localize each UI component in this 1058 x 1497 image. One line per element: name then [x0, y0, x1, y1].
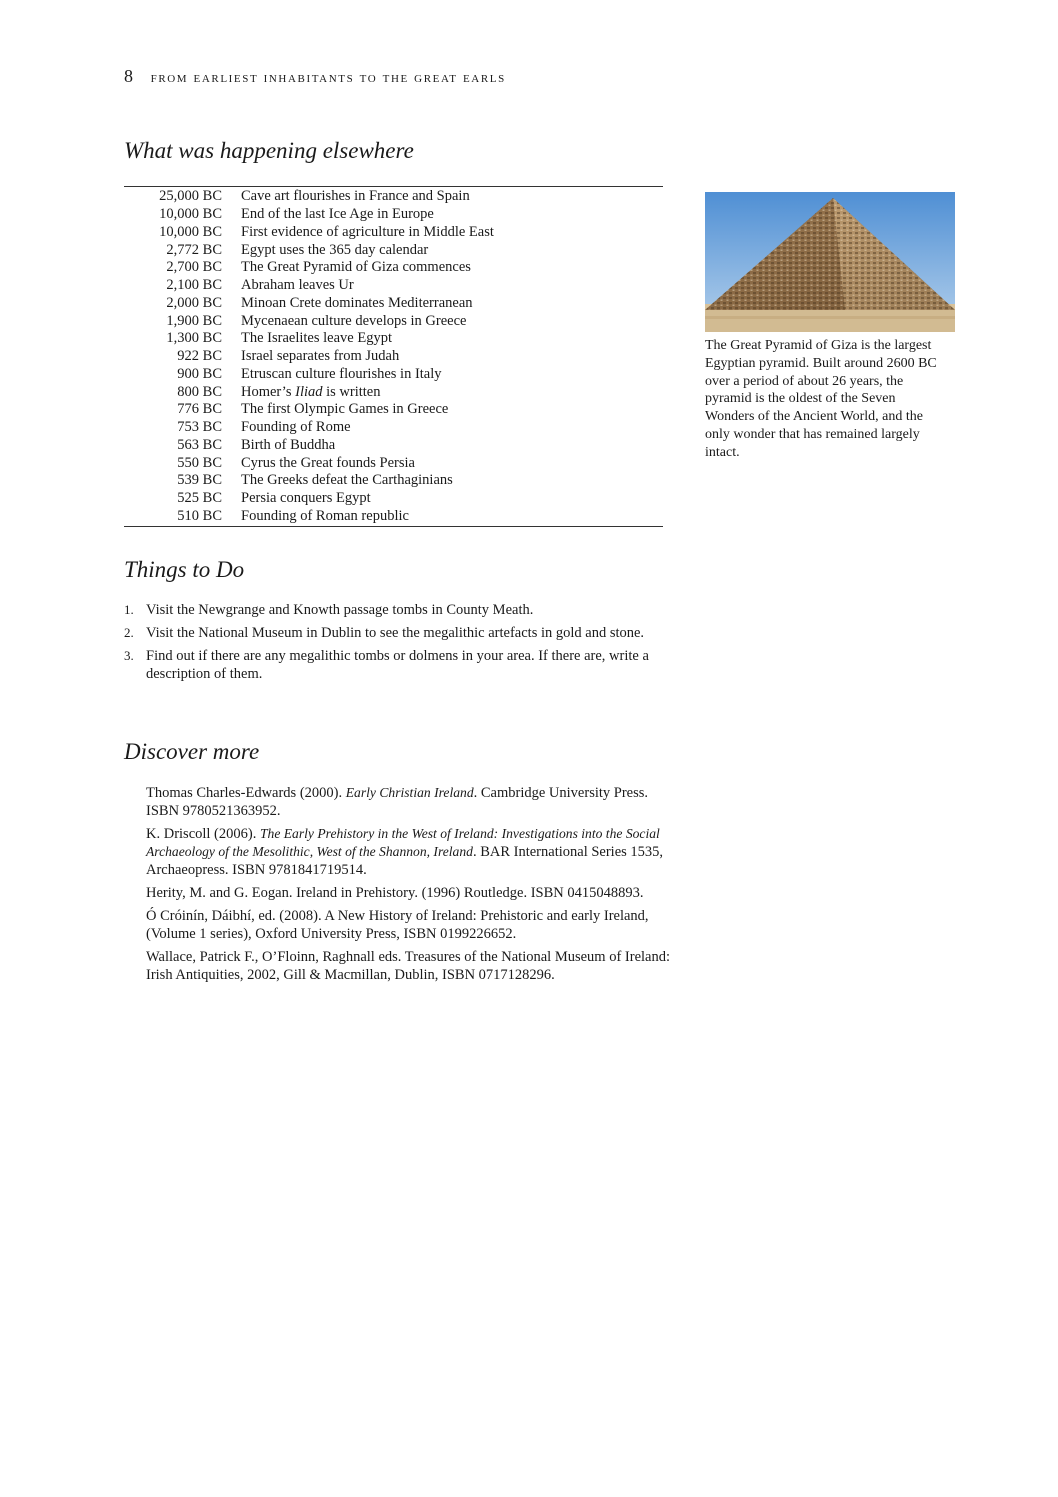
timeline-row [124, 224, 663, 242]
page-number: 8 [124, 66, 133, 86]
reference-entry: Thomas Charles-Edwards (2000). Early Christian Ireland. Cambridge University Press. ISBN 9780521363952. [146, 785, 649, 819]
timeline-row [124, 330, 663, 348]
running-title: from earliest inhabitants to the great earls [150, 70, 506, 86]
timeline-event: Founding of Rome [241, 419, 351, 436]
timeline-event: End of the last Ice Age in Europe [241, 206, 434, 223]
timeline-date: 2,000 BC [166, 294, 222, 311]
timeline-event: Cyrus the Great founds Persia [241, 454, 415, 471]
timeline-row [124, 366, 663, 384]
timeline-date: 900 BC [177, 365, 222, 382]
todo-number: 3. [124, 648, 134, 663]
timeline-date: 800 BC [177, 383, 222, 400]
reference-entry: K. Driscoll (2006). The Early Prehistory in the West of Ireland: Investigations into the Social Archaeology of the Mesolithic, West of the Shannon, Ireland. BAR International Series 1535, Archaeopress. ISBN 9781841719514. [146, 826, 664, 878]
timeline-row [124, 312, 663, 330]
timeline-row [124, 490, 663, 508]
timeline-row [124, 454, 663, 472]
timeline-date: 2,100 BC [166, 277, 222, 294]
timeline-row [124, 508, 663, 526]
timeline-event: Israel separates from Judah [241, 348, 400, 365]
timeline-row [124, 206, 663, 224]
timeline-row [124, 277, 663, 295]
todo-item [124, 647, 664, 683]
timeline-table [124, 186, 663, 527]
todo-item [124, 624, 664, 642]
timeline-event: The first Olympic Games in Greece [241, 401, 449, 418]
timeline-event: The Greeks defeat the Carthaginians [241, 472, 453, 489]
section-title-discover-more: Discover more [124, 739, 260, 764]
timeline-event: Minoan Crete dominates Mediterranean [241, 294, 473, 311]
timeline-row [124, 259, 663, 277]
timeline-date: 525 BC [177, 490, 222, 507]
timeline-date: 10,000 BC [159, 206, 222, 223]
timeline-event: Etruscan culture flourishes in Italy [241, 365, 442, 382]
todo-text: Find out if there are any megalithic tombs or dolmens in your area. If there are, write a description of them. [146, 648, 649, 682]
reference-entry: Herity, M. and G. Eogan. Ireland in Prehistory. (1996) Routledge. ISBN 0415048893. [146, 885, 644, 901]
timeline-row [124, 419, 663, 437]
timeline-event: Persia conquers Egypt [241, 490, 371, 507]
pyramid-figure [705, 192, 955, 462]
timeline-event: Abraham leaves Ur [241, 277, 354, 294]
timeline-date: 10,000 BC [159, 223, 222, 240]
timeline-row [124, 241, 663, 259]
timeline-date: 539 BC [177, 472, 222, 489]
timeline-date: 922 BC [177, 348, 222, 365]
reference-list [146, 784, 681, 989]
todo-item [124, 601, 664, 619]
timeline-event: First evidence of agriculture in Middle East [241, 223, 494, 240]
reference-entry: Wallace, Patrick F., O’Floinn, Raghnall eds. Treasures of the National Museum of Ireland: Irish Antiquities, 2002, Gill & Macmillan, Dublin, ISBN 0717128296. [146, 949, 670, 983]
timeline-event: Birth of Buddha [241, 436, 336, 453]
timeline-event: The Israelites leave Egypt [241, 330, 392, 347]
timeline-date: 1,900 BC [166, 312, 222, 329]
timeline-date: 2,772 BC [166, 241, 222, 258]
timeline-event: Founding of Roman republic [241, 507, 409, 524]
timeline-event: Homer’s Iliad is written [241, 383, 381, 400]
timeline-date: 2,700 BC [166, 259, 222, 276]
timeline-row [124, 383, 663, 401]
pyramid-photo [705, 192, 955, 332]
section-title-elsewhere: What was happening elsewhere [124, 138, 414, 163]
figure-caption: The Great Pyramid of Giza is the largest Egyptian pyramid. Built around 2600 BC over a period of about 26 years, the pyramid is the oldest of the Seven Wonders of the Ancient World, and the only wonder that has remained largely intact. [705, 338, 937, 460]
timeline-date: 753 BC [177, 419, 222, 436]
timeline-row [124, 437, 663, 455]
timeline-date: 1,300 BC [166, 330, 222, 347]
todo-text: Visit the National Museum in Dublin to see the megalithic artefacts in gold and stone. [146, 625, 645, 641]
timeline-event: Mycenaean culture develops in Greece [241, 312, 467, 329]
timeline-event: Egypt uses the 365 day calendar [241, 241, 429, 258]
section-title-things-to-do: Things to Do [124, 557, 245, 582]
timeline-event: The Great Pyramid of Giza commences [241, 259, 471, 276]
todo-text: Visit the Newgrange and Knowth passage tombs in County Meath. [146, 602, 534, 618]
todo-number: 1. [124, 602, 134, 617]
timeline-event: Cave art flourishes in France and Spain [241, 188, 470, 205]
timeline-row [124, 348, 663, 366]
timeline-date: 776 BC [177, 401, 222, 418]
todo-number: 2. [124, 625, 134, 640]
timeline-date: 563 BC [177, 436, 222, 453]
timeline-row [124, 472, 663, 490]
timeline-row [124, 401, 663, 419]
todo-list [124, 601, 664, 688]
timeline-row [124, 295, 663, 313]
timeline-row [124, 188, 663, 206]
reference-entry: Ó Cróinín, Dáibhí, ed. (2008). A New History of Ireland: Prehistoric and early Ireland, (Volume 1 series), Oxford University Press, ISBN 0199226652. [146, 908, 649, 942]
timeline-date: 25,000 BC [159, 188, 222, 205]
timeline-date: 550 BC [177, 454, 222, 471]
running-header [124, 66, 506, 87]
timeline-date: 510 BC [177, 507, 222, 524]
